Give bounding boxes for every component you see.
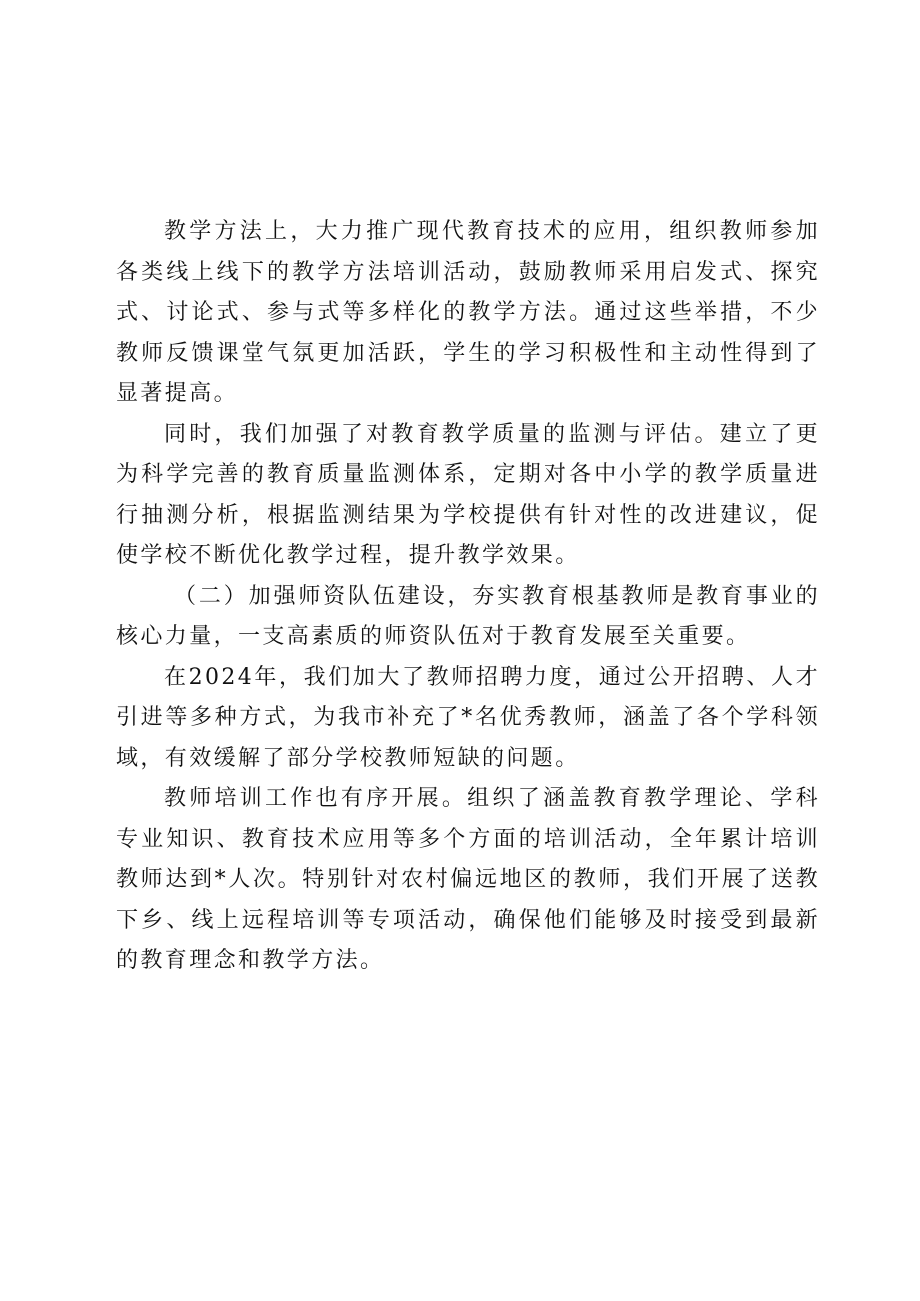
document-body	[116, 212, 820, 982]
paragraph-teacher-training: 教师培训工作也有序开展。组织了涵盖教育教学理论、学科专业知识、教育技术应用等多个方面的培训活动，全年累计培训教师达到*人次。特别针对农村偏远地区的教师，我们开展了送教下乡、线上远程培训等专项活动，确保他们能够及时接受到最新的教育理念和教学方法。	[116, 786, 820, 973]
paragraph-teacher-recruitment: 在2024年，我们加大了教师招聘力度，通过公开招聘、人才引进等多种方式，为我市补充了*名优秀教师，涵盖了各个学科领域，有效缓解了部分学校教师短缺的问题。	[116, 664, 820, 771]
paragraph-quality-monitoring: 同时，我们加强了对教育教学质量的监测与评估。建立了更为科学完善的教育质量监测体系，定期对各中小学的教学质量进行抽测分析，根据监测结果为学校提供有针对性的改进建议，促使学校不断优化教学过程，提升教学效果。	[116, 421, 820, 568]
paragraph-teaching-methods: 教学方法上，大力推广现代教育技术的应用，组织教师参加各类线上线下的教学方法培训活动，鼓励教师采用启发式、探究式、讨论式、参与式等多样化的教学方法。通过这些举措，不少教师反馈课堂气氛更加活跃，学生的学习积极性和主动性得到了显著提高。	[116, 219, 820, 406]
section-heading-teacher-team: （二）加强师资队伍建设，夯实教育根基教师是教育事业的核心力量，一支高素质的师资队伍对于教育发展至关重要。	[116, 583, 820, 649]
